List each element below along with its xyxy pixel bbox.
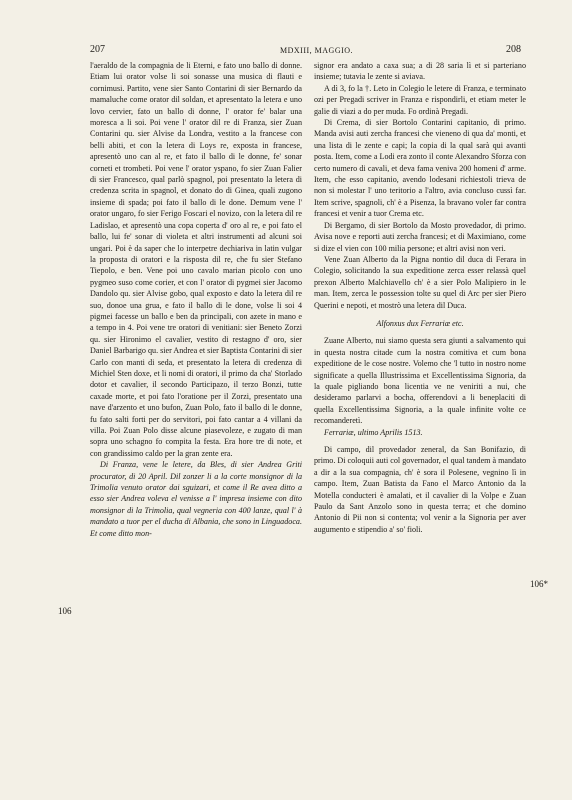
paragraph: Di campo, dil provedador zeneral, da San Bonifazio, di primo. Di coloquii auti col governador, el qual tandem à mandato a dir a la sua compagnia, ch' è sora il Polesene, vegnino lì in campo. Item, Zuan Batista da Fano el Marco Antonio da la Motella conducteri è amalati, et il cavalier di la Volpe e Zuan Paulo da Sant Anzolo sono in questa terra; et che domino Antonio di Pii non si contenta; vol venir a la Signoria per aver augumento e stipendio a' so' fioli. [314,445,526,534]
paragraph: Vene Zuan Alberto da la Pigna nontio dil duca di Ferara in Colegio, solicitando la sua expeditione zerca esser relassà quel prexon Alberto Malchiavello ch' è a sier Polo Malipiero in le man. Item, zerca le possession tolte su quel di Arc per sier Piero Querini e nepoti, et mostrò una letera dil Duca. [314,254,526,310]
paragraph: Zuane Alberto, nui siamo questa sera giunti a salvamento qui in questa nostra citade cum la nostra comitiva et cum bona expeditione de le cose nostre. Volemo che 'l tutto in nostro nome significate a quella Illustrissima et Excellentissima Signoria, da la quale pigliando bona licentia ve ne veniriti a nui, che desideramo parlarvi a bocha, offerendovi a li beneplaciti di quella Excellentissima Signoria, a la quale infinite volte ce recomanderetì. [314,336,526,426]
margin-note-left: 106 [58,606,72,616]
paragraph: Di Franza, vene le letere, da Bles, di sier Andrea Griti procurator, di 20 April. Dil zonzer li a la corte monsignor di la Trimolia venuto orator dai sguizari, et come il Re avea ditto a esso sier Andrea voleva el venisse a l' impresa insieme con dito monsignor di la Trimolia, qual vegneria con 400 lanze, qual l' à mandato a tuor per el ducha di Albania, che sono in Linguadoca. Et come ditto mon- [90,460,302,538]
page-number-right: 208 [506,44,521,55]
paragraph: Di Bergamo, di sier Bortolo da Mosto provedador, di primo. Avisa nove e reporti auti zercha francesi; et di Maximiano, come si dize el vien con 100 milia persone; et altri avisi non veri. [314,220,526,253]
margin-note-right: 106* [530,579,548,589]
page-number-left: 207 [90,44,105,55]
paragraph: l'aeraldo de la compagnia de li Eterni, e fato uno ballo di donne. Etiam lui orator volse li soi sonasse una musica di flauti e cornimusi. Partito, vene sier Santo Contarini di sier Bernardo da mamaluche come orator dil soldan, et apresentato la letera e uno lovo cervier, fato un ballo di donne, l' orator fe' balar una moresca a li soi. Poi vene l' orator dil re di Franza, sier Zuan Contarini qu. sier Alvise da Londra, vestito a la francese con belli abiti, et con la letera di Loys re, exposta in francese, apresentò uno can al re, et fato il ballo di le donne, fe' sonar corneti et trombeti. Poi vene l' orator yspano, fo sier Zuan Falier di sier Francesco, qual parlò spagnol, poi presentato la letera di credenza scrita in spagnol, et donato do di Ginea, quali zugono insieme di spada; poi fato il ballo di le done. Demum vene l' orator ungaro, fo sier Ferigo Foscari el novizo, con la letera dil re Ladislao, et apresentò una copa coperta d' oro al re, e poi fato el ballo, lui fe' sonar di violeta et altri instrumenti ad alcuni soi ungari. Poi è da saper che lo interpetre dechiariva in latin vulgar la proposta di oratori e la risposta dil re, che fu sier Stefano Tiepolo, e ben. Vene poi uno cavalo marian picolo con uno pygmeo suso come corier, et con l' orator di pygmei sier Jacomo Dandolo qu. sier Alvise gobo, qual exposto e dato la letera dil re suo, donoe una grua, e fato il ballo di le done, volse li soi 4 pigmei facesse un ballo e ben da principali, con azete in mano e a tempo in 4. Poi vene tre oratori di venitiani: sier Beneto Zorzi qu. sier Hironimo el cavalier, vestito di restagno d' oro, sier Daniel Barbarigo qu. sier Andrea et sier Baptista Contarini di sier Carlo con manti di seda, et presentato la letera di credenza di Michiel Sten doxe, et li nomi di oratori, il primo da cha' Storlado dotor et cavalier, il secondo Participazo, il terzo Bonzi, tutte caxade morte, et poi fato l'oratione per il Zorzi, presentato una nave d'arzento et uno bufon, Zuan Polo, fato il ballo di le donne, fu fato salti forti per do servitori, poi fato cantar a 4 villani da villa. Poi Zuan Polo disse alcune piasevoleze, e zugato di man sopra uno schagno fo compita la festa. Era hore tre di note, et con grandissimo caldo per la gran zente era. [90,61,302,458]
paragraph: Di Crema, di sier Bortolo Contarini capitanio, di primo. Manda avisi auti zercha francesi che vieneno di qua da' monti, et una lista di le zente e capi; la copia di la qual sarà qui avanti posta. Item, come a Lodi era zonto il conte Alexandro Sforza con certo numero di cavali, et deva fama veniva 200 homeni d' arme. Item, che esso capitanio, avendo lodesani richiestoli trieva de non si molestar l' uno teritorio a l'altro, avia concluso cussì far. Item scrive, spagnoli, ch' è a Pisenza, la bravano voler far contra francesi et venir a tuor Crema etc. [314,118,526,219]
running-header: MDXIII, MAGGIO. [280,46,354,55]
letter-heading: Alfonxus dux Ferrariæ etc. [376,318,464,328]
paragraph: signor era andato a caxa sua; a di 28 saria lì et si parteriano insieme; tutavia le zente si aviava. [314,61,526,82]
letter-dateline: Ferrariæ, ultimo Aprilis 1513. [324,427,423,437]
right-column [314,60,526,535]
left-column [90,60,302,539]
paragraph: A dì 3, fo la †. Leto in Colegio le letere di Franza, e terminato ozi per Pregadi scriver in Franza e rispondirli, et etiam meter le galie di viazi a do per muda. Fo ordinà Pregadi. [314,83,526,116]
